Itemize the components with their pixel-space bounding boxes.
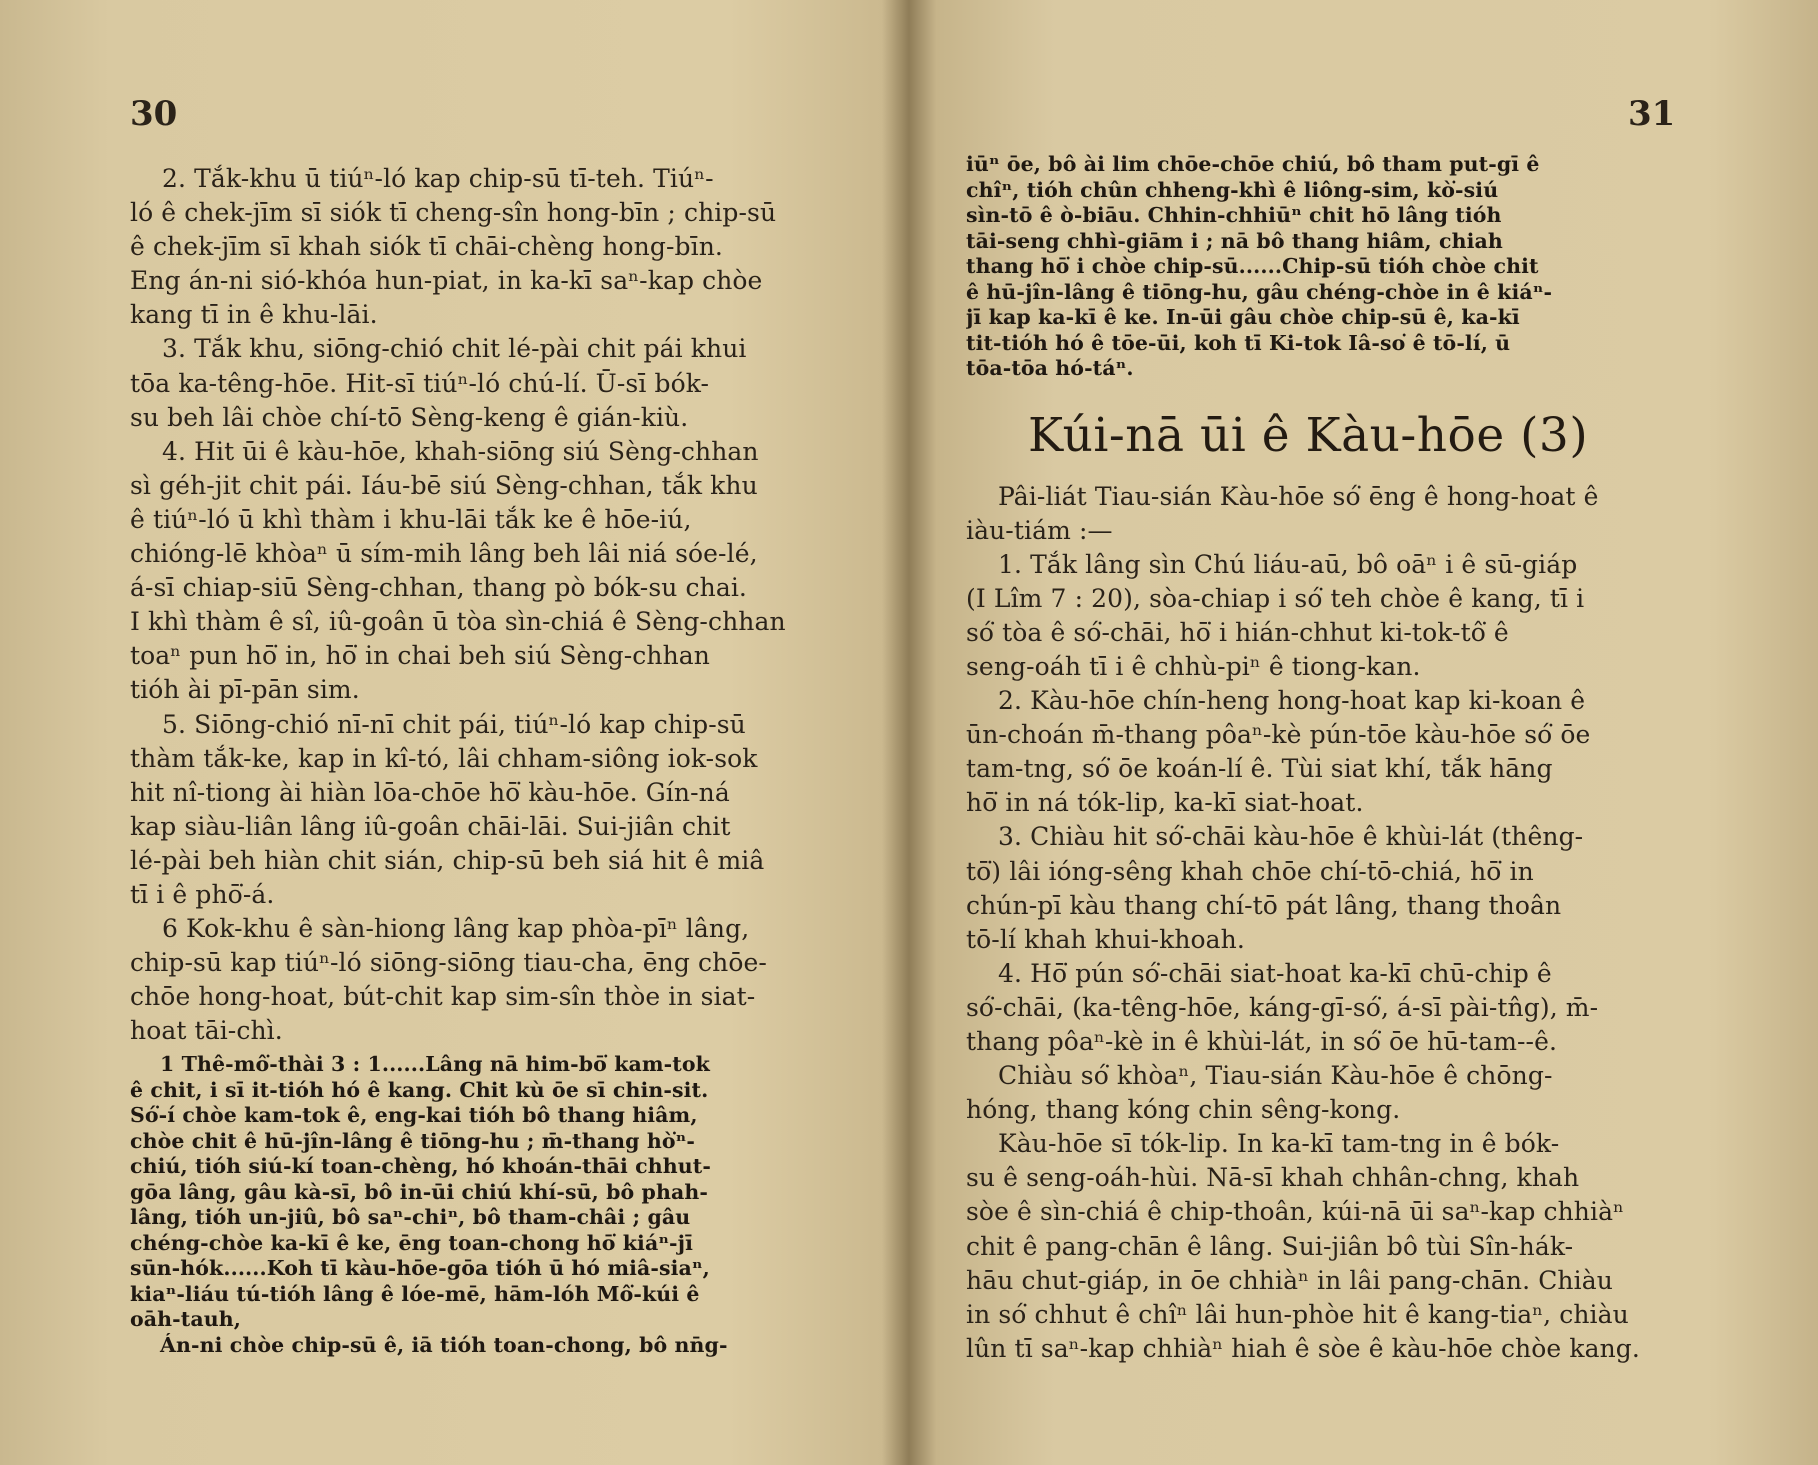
body-line: só͘-chāi, (ka-têng-hōe, káng-gī-só͘, á-sī pài-tn̂g), m̄- <box>966 992 1599 1022</box>
body-line: seng-oáh tī i ê chhù-piⁿ ê tiong-kan. <box>966 651 1421 681</box>
left-page <box>0 0 900 1465</box>
right-footnote <box>966 152 1678 382</box>
body-line: 4. Hit ūi ê kàu-hōe, khah-siōng siú Sèng-chhan <box>162 436 759 466</box>
body-line: (I Lîm 7 : 20), sòa-chiap i só͘ teh chòe ê kang, tī i <box>966 583 1585 613</box>
body-line: tō-lí khah khui-khoah. <box>966 924 1245 954</box>
body-line: hóng, thang kóng chin sêng-kong. <box>966 1095 1401 1125</box>
footnote-line: tit-tióh hó ê tōe-ūi, koh tī Ki-tok Iâ-so͘ ê tō-lí, ū <box>966 330 1511 355</box>
body-line: chióng-lē khòaⁿ ū sím-mih lâng beh lâi niá sóe-lé, <box>130 539 758 569</box>
body-line: toaⁿ pun hō͘ in, hō͘ in chai beh siú Sèng-chhan <box>130 641 711 671</box>
page-number-right: 31 <box>1628 94 1676 134</box>
body-line: chún-pī kàu thang chí-tō pát lâng, thang thoân <box>966 890 1562 920</box>
body-line: ê tiúⁿ-ló ū khì thàm i khu-lāi tắk ke ê hōe-iú, <box>130 504 692 534</box>
body-line: 6 Kok-khu ê sàn-hiong lâng kap phòa-pīⁿ lâng, <box>162 914 750 944</box>
body-line: tióh ài pī-pān sim. <box>130 675 360 705</box>
footnote-line: Só͘-í chòe kam-tok ê, eng-kai tióh bô thang hiâm, <box>130 1103 698 1128</box>
body-line: lûn tī saⁿ-kap chhiàⁿ hiah ê sòe ê kàu-hōe chòe kang. <box>966 1333 1640 1363</box>
body-line: tō͘) lâi ióng-sêng khah chōe chí-tō-chiá, hō͘ in <box>966 856 1534 886</box>
body-line: só͘ tòa ê só͘-chāi, hō͘ i hián-chhut ki-tok-tô͘ ê <box>966 617 1509 647</box>
body-line: 2. Tắk-khu ū tiúⁿ-ló kap chip-sū tī-teh. Tiúⁿ- <box>162 164 714 193</box>
body-line: lé-pài beh hiàn chit sián, chip-sū beh siá hit ê miâ <box>130 845 765 875</box>
body-line: Eng án-ni sió-khóa hun-piat, in ka-kī saⁿ-kap chòe <box>130 266 763 296</box>
footnote-line: tōa-tōa hó-táⁿ. <box>966 356 1134 380</box>
body-line: in só͘ chhut ê chîⁿ lâi hun-phòe hit ê kang-tiaⁿ, chiàu <box>966 1299 1629 1329</box>
body-line: chōe hong-hoat, bút-chit kap sim-sîn thòe in siat- <box>130 982 756 1012</box>
footnote-line: sūn-hók......Koh tī kàu-hōe-gōa tióh ū hó miâ-siaⁿ, <box>130 1256 710 1281</box>
left-footnote <box>130 1052 830 1358</box>
body-line: sòe ê sìn-chiá ê chip-thoân, kúi-nā ūi saⁿ-kap chhiàⁿ <box>966 1197 1624 1227</box>
left-text-block <box>130 162 830 1358</box>
body-line: thang pôaⁿ-kè in ê khùi-lát, in só͘ ōe hū-tam--ê. <box>966 1027 1558 1056</box>
body-line: 4. Hō͘ pún só͘-chāi siat-hoat ka-kī chū-chip ê <box>998 958 1552 988</box>
body-line: 1. Tắk lâng sìn Chú liáu-aū, bô oāⁿ i ê sū-giáp <box>998 549 1578 579</box>
body-line: ūn-choán m̄-thang pôaⁿ-kè pún-tōe kàu-hōe só͘ ōe <box>966 720 1591 750</box>
body-line: tōa ka-têng-hōe. Hit-sī tiúⁿ-ló chú-lí. Ū-sī bók- <box>130 368 710 398</box>
body-line: sì géh-jit chit pái. Iáu-bē siú Sèng-chhan, tắk khu <box>130 470 758 500</box>
footnote-line: lâng, tióh un-jiû, bô saⁿ-chiⁿ, bô tham-châi ; gâu <box>130 1205 691 1230</box>
right-text-block <box>966 152 1678 1366</box>
body-line: Pâi-liát Tiau-sián Kàu-hōe só͘ ēng ê hong-hoat ê <box>998 481 1599 511</box>
footnote-line: ê hū-jîn-lâng ê tiōng-hu, gâu chéng-chòe in ê kiáⁿ- <box>966 279 1553 304</box>
body-line: iàu-tiám :— <box>966 515 1113 545</box>
body-line: ló ê chek-jīm sī siók tī cheng-sîn hong-bīn ; chip-sū <box>130 198 777 228</box>
footnote-line: jī kap ka-kī ê ke. In-ūi gâu chòe chip-sū ê, ka-kī <box>966 305 1520 329</box>
body-line: á-sī chiap-siū Sèng-chhan, thang pò bók-su chai. <box>130 573 747 603</box>
right-body <box>966 480 1678 1366</box>
body-line: tam-tng, só͘ ōe koán-lí ê. Tùi siat khí, tắk hāng <box>966 754 1553 784</box>
body-line: kap siàu-liân lâng iû-goân chāi-lāi. Sui-jiân chit <box>130 811 731 841</box>
footnote-line: chîⁿ, tióh chûn chheng-khì ê liông-sim, kò͘-siú <box>966 177 1499 202</box>
left-body <box>130 162 830 1048</box>
body-line: 2. Kàu-hōe chín-heng hong-hoat kap ki-koan ê <box>998 686 1586 716</box>
footnote-line: chiú, tióh siú-kí toan-chèng, hó khoán-thāi chhut- <box>130 1154 711 1179</box>
body-line: Chiàu só͘ khòaⁿ, Tiau-sián Kàu-hōe ê chōng- <box>998 1061 1553 1091</box>
footnote-line: 1 Thê-mô͘-thài 3 : 1......Lâng nā him-bō͘ kam-tok <box>160 1052 710 1077</box>
footnote-line: iūⁿ ōe, bô ài lim chōe-chōe chiú, bô tham put-gī ê <box>966 152 1540 176</box>
body-line: hō͘ in ná tók-lip, ka-kī siat-hoat. <box>966 788 1364 818</box>
footnote-line: kiaⁿ-liáu tú-tióh lâng ê lóe-mē, hām-lóh Mô͘-kúi ê <box>130 1281 700 1306</box>
body-line: tī i ê phō͘-á. <box>130 879 275 909</box>
footnote-line: tāi-seng chhì-giām i ; nā bô thang hiâm, chiah <box>966 228 1503 253</box>
footnote-line: chéng-chòe ka-kī ê ke, ēng toan-chong hō͘ kiáⁿ-jī <box>130 1230 694 1255</box>
body-line: thàm tắk-ke, kap in kî-tó, lâi chham-siông iok-sok <box>130 743 758 773</box>
body-line: su beh lâi chòe chí-tō Sèng-keng ê gián-kiù. <box>130 402 689 432</box>
body-line: Kàu-hōe sī tók-lip. In ka-kī tam-tng in ê bók- <box>998 1129 1560 1159</box>
footnote-line: sìn-tō ê ò-biāu. Chhin-chhiūⁿ chit hō lâng tióh <box>966 203 1502 227</box>
body-line: I khì thàm ê sî, iû-goân ū tòa sìn-chiá ê Sèng-chhan <box>130 607 786 637</box>
footnote-line: chòe chit ê hū-jîn-lâng ê tiōng-hu ; m̄-thang hò͘ⁿ- <box>130 1128 695 1153</box>
footnote-line: oāh-tauh, <box>130 1307 241 1332</box>
body-line: hit nî-tiong ài hiàn lōa-chōe hō͘ kàu-hōe. Gín-ná <box>130 777 730 807</box>
right-page <box>918 0 1818 1465</box>
page-number-left: 30 <box>130 94 178 134</box>
footnote-line: gōa lâng, gâu kà-sī, bô in-ūi chiú khí-sū, bô phah- <box>130 1179 708 1204</box>
footnote-line: Án-ni chòe chip-sū ê, iā tióh toan-chong, bô nn̄g- <box>160 1332 728 1357</box>
body-line: kang tī in ê khu-lāi. <box>130 300 378 330</box>
body-line: chit ê pang-chān ê lâng. Sui-jiân bô tùi Sîn-hák- <box>966 1231 1574 1261</box>
section-heading: Kúi-nā ūi ê Kàu-hōe (3) <box>1028 407 1589 463</box>
body-line: 3. Chiàu hit só͘-chāi kàu-hōe ê khùi-lát (thêng- <box>998 822 1584 852</box>
body-line: hoat tāi-chì. <box>130 1016 283 1046</box>
body-line: ê chek-jīm sī khah siók tī chāi-chèng hong-bīn. <box>130 232 723 262</box>
body-line: 5. Siōng-chió nī-nī chit pái, tiúⁿ-ló kap chip-sū <box>162 709 746 739</box>
body-line: su ê seng-oáh-hùi. Nā-sī khah chhân-chng, khah <box>966 1163 1580 1193</box>
body-line: hāu chut-giáp, in ōe chhiàⁿ in lâi pang-chān. Chiàu <box>966 1265 1613 1295</box>
body-line: 3. Tắk khu, siōng-chió chit lé-pài chit pái khui <box>162 334 747 364</box>
footnote-line: thang hō͘ i chòe chip-sū......Chip-sū tióh chòe chit <box>966 254 1539 278</box>
footnote-line: ê chit, i sī it-tióh hó ê kang. Chit kù ōe sī chin-sit. <box>130 1077 709 1102</box>
body-line: chip-sū kap tiúⁿ-ló siōng-siōng tiau-cha, ēng chōe- <box>130 948 767 978</box>
